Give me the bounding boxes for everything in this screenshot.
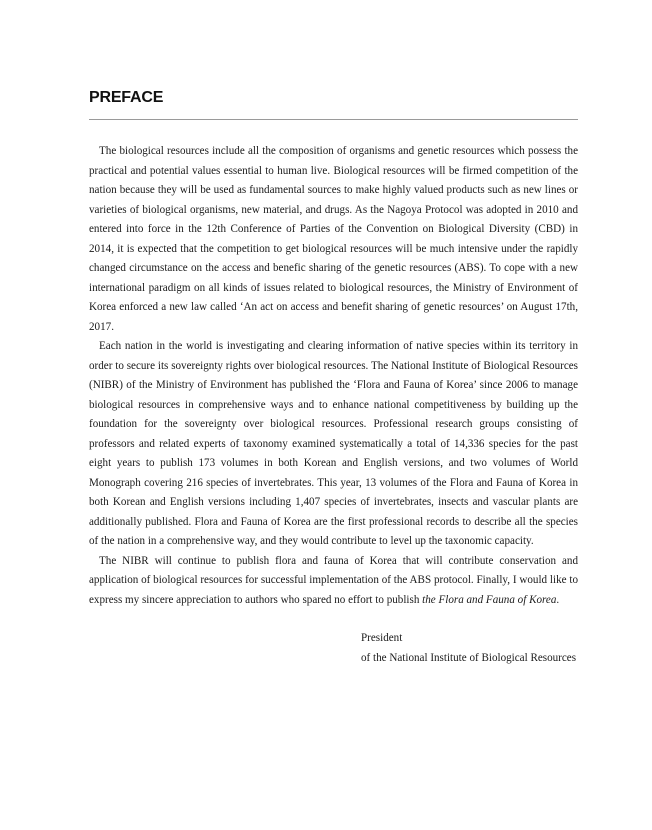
paragraph-2-text: Each nation in the world is investigating and clearing information of native species within its territory in order to secure its sovereignty rights over biological resources. The National Institute of Biological Resources (NIBR) of the Ministry of Environment has published the ‘Flora and Fauna of Korea’ since 2006 to manage biological resources in comprehensive ways and to enhance national competitiveness by building up the foundation for the sovereignty over biological resources. Professional research groups consisting of professors and related experts of taxonomy examined systematically a total of 14,336 species for the past eight years to publish 173 volumes in both Korean and English versions, and two volumes of World Monograph covering 216 species of invertebrates. This year, 13 volumes of the Flora and Fauna of Korea in both Korean and English versions including 1,407 species of invertebrates, insects and vascular plants are additionally published. Flora and Fauna of Korea are the first professional records to describe all the species of the nation in a comprehensive way, and they would contribute to level up the taxonomic capacity.	[89, 340, 578, 547]
paragraph-3	[89, 552, 578, 611]
signature-organization: of the National Institute of Biological Resources	[361, 651, 577, 664]
paragraph-3-end: .	[556, 593, 560, 606]
paragraph-2	[89, 337, 578, 552]
page-title: PREFACE	[89, 89, 164, 106]
signature-block	[361, 629, 576, 668]
paragraph-1	[89, 142, 578, 337]
paragraph-1-text: The biological resources include all the composition of organisms and genetic resources which possess the practical and potential values essential to human live. Biological resources will be firmed competition of the nation because they will be used as fundamental sources to make highly valued products such as new lines or varieties of biological organisms, new material, and drugs. As the Nagoya Protocol was adopted in 2010 and entered into force in the 12th Conference of Parties of the Convention on Biological Diversity (CBD) in 2014, it is expected that the competition to get biological resources will be much intensive under the rapidly changed circumstance on the access and benefic sharing of the genetic resources (ABS). To cope with a new international paradigm on all kinds of issues related to biological resources, the Ministry of Environment of Korea enforced a new law called ‘An act on access and benefit sharing of genetic resources’ on August 17th, 2017.	[89, 145, 578, 333]
preface-body	[89, 142, 578, 610]
paragraph-3-text: The NIBR will continue to publish flora and fauna of Korea that will contribute conservation and application of biological resources for successful implementation of the ABS protocol. Finally, I would like to express my sincere appreciation to authors who spared no effort to publish	[89, 554, 578, 606]
signature-title: President	[361, 632, 403, 644]
title-divider	[89, 119, 578, 120]
book-title-italic: the Flora and Fauna of Korea	[422, 593, 557, 606]
